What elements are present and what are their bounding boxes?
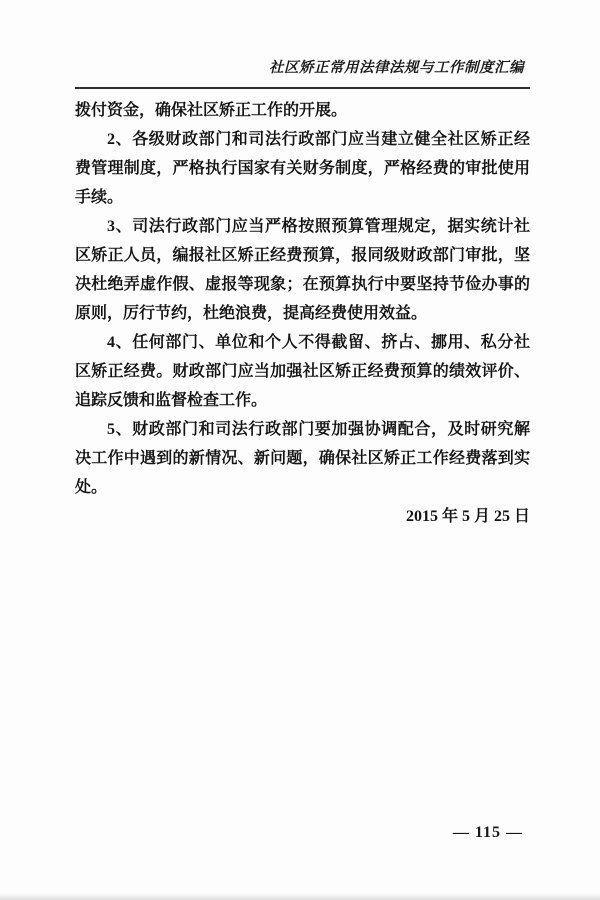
document-body <box>75 96 530 531</box>
paragraph-item-3: 3、司法行政部门应当严格按照预算管理规定，据实统计社区矫正人员，编报社区矫正经费预算，报同级财政部门审批，坚决杜绝弄虚作假、虚报等现象；在预算执行中要坚持节俭办事的原则，厉行节约，杜绝浪费，提高经费使用效益。 <box>75 218 530 322</box>
page-number: — 115 — <box>452 824 523 841</box>
header-rule <box>75 87 530 89</box>
paragraph-continuation: 拨付资金，确保社区矫正工作的开展。 <box>75 102 348 119</box>
date-line: 2015 年 5 月 25 日 <box>405 508 530 525</box>
page-footer <box>453 822 523 844</box>
scan-edge-artifact <box>0 893 600 900</box>
paragraph-item-2: 2、各级财政部门和司法行政部门应当建立健全社区矫正经费管理制度，严格执行国家有关财务制度，严格经费的审批使用手续。 <box>75 131 530 206</box>
running-header <box>75 58 530 78</box>
paragraph-item-4: 4、任何部门、单位和个人不得截留、挤占、挪用、私分社区矫正经费。财政部门应当加强社区矫正经费预算的绩效评价、追踪反馈和监督检查工作。 <box>75 334 530 409</box>
page-content <box>75 58 530 531</box>
paragraph-item-5: 5、财政部门和司法行政部门要加强协调配合，及时研究解决工作中遇到的新情况、新问题，确保社区矫正工作经费落到实处。 <box>75 421 530 496</box>
running-header-title: 社区矫正常用法律法规与工作制度汇编 <box>269 60 524 76</box>
